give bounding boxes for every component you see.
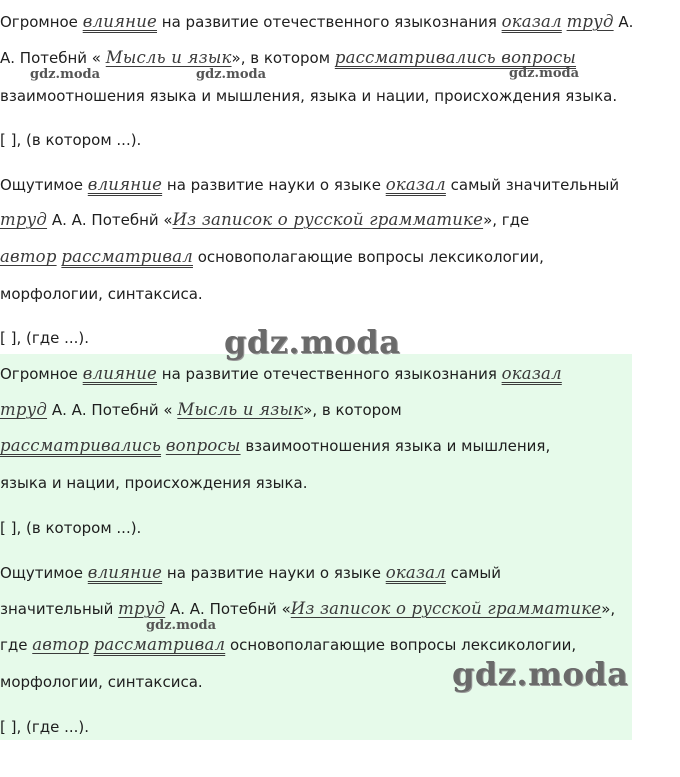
text: Огромное [0, 13, 83, 31]
text: на развитие отечественного языкознания [157, 13, 502, 31]
text: на развитие отечественного языкознания [157, 365, 502, 383]
text: языка и нации, происхождения языка. [0, 474, 308, 492]
object-word: влияние [87, 175, 163, 194]
text: А. А. Потебнй « [47, 401, 178, 419]
block2-line3 [0, 247, 544, 267]
watermark-logo-large: gdz.moda [452, 655, 629, 693]
text: взаимоотношения языка и мышления, [240, 437, 551, 455]
text: на развитие науки о языке [162, 564, 386, 582]
predicate-word: оказал [385, 175, 446, 194]
subject-word: труд [118, 599, 166, 618]
text: Ощутимое [0, 176, 88, 194]
attribute-word: Из записок о русской грамматике [290, 599, 602, 618]
predicate-word: оказал [385, 563, 446, 582]
scheme-text: [ ], (в котором ...). [0, 519, 142, 537]
block2-line2 [0, 210, 529, 230]
block1-line3 [0, 86, 617, 106]
block4-line1 [0, 563, 501, 583]
text: А. А. Потебнй « [165, 600, 291, 618]
predicate-word: рассматривал [93, 635, 226, 654]
text: », в котором [303, 401, 402, 419]
block4-line5 [0, 717, 89, 737]
text: Огромное [0, 365, 83, 383]
block4-line4 [0, 672, 203, 692]
scheme-text: [ ], (в котором ...). [0, 131, 142, 149]
text: самый значительный [445, 176, 620, 194]
watermark-logo: gdz.moda [146, 618, 217, 633]
attribute-word: Из записок о русской грамматике [172, 210, 484, 229]
subject-word: труд [0, 400, 48, 419]
text: значительный [0, 600, 119, 618]
subject-word: труд [566, 12, 614, 31]
text: Ощутимое [0, 564, 88, 582]
block3-line3 [0, 436, 550, 456]
text: основополагающие вопросы лексикологии, [225, 636, 577, 654]
object-word: влияние [82, 364, 158, 383]
text: самый [445, 564, 502, 582]
attribute-word: Мысль и язык [105, 48, 232, 67]
block2-line5 [0, 328, 89, 348]
predicate-word: рассматривал [61, 247, 193, 266]
scheme-text: [ ], (где ...). [0, 329, 90, 347]
text: », где [483, 211, 530, 229]
text: морфологии, синтаксиса. [0, 673, 203, 691]
text: основополагающие вопросы лексикологии, [192, 248, 544, 266]
block3-line4 [0, 473, 308, 493]
watermark-logo: gdz.moda [30, 67, 101, 82]
subject-word: автор [0, 247, 57, 266]
predicate-word: оказал [501, 12, 562, 31]
block4-line2 [0, 599, 615, 619]
block1-line1 [0, 12, 633, 32]
predicate-word: рассматривались [0, 436, 162, 455]
watermark-logo-large: gdz.moda [224, 323, 401, 361]
block2-line1 [0, 175, 619, 195]
subject-word: вопросы [165, 436, 241, 455]
text: где [0, 636, 33, 654]
subject-word: труд [0, 210, 48, 229]
text: », [601, 600, 616, 618]
watermark-logo: gdz.moda [196, 67, 267, 82]
block2-line4 [0, 284, 203, 304]
watermark-logo: gdz.moda [509, 66, 580, 81]
text: взаимоотношения языка и мышления, языка и нации, происхождения языка. [0, 87, 618, 105]
text: А. [613, 13, 634, 31]
scheme-text: [ ], (где ...). [0, 718, 90, 736]
block1-line4 [0, 130, 141, 150]
text: А. А. Потебнй « [47, 211, 173, 229]
predicate-word: оказал [501, 364, 562, 383]
block4-line3 [0, 635, 576, 655]
text: А. Потебнй « [0, 49, 106, 67]
text: морфологии, синтаксиса. [0, 285, 203, 303]
predicate-subject-words: рассматривались вопросы [334, 48, 577, 67]
block1-line2 [0, 48, 576, 68]
block3-line5 [0, 518, 141, 538]
block3-line1 [0, 364, 562, 384]
object-word: влияние [87, 563, 163, 582]
attribute-word: Мысль и язык [177, 400, 304, 419]
subject-word: автор [32, 635, 89, 654]
text: на развитие науки о языке [162, 176, 386, 194]
object-word: влияние [82, 12, 158, 31]
block3-line2 [0, 400, 402, 420]
text: », в котором [231, 49, 335, 67]
